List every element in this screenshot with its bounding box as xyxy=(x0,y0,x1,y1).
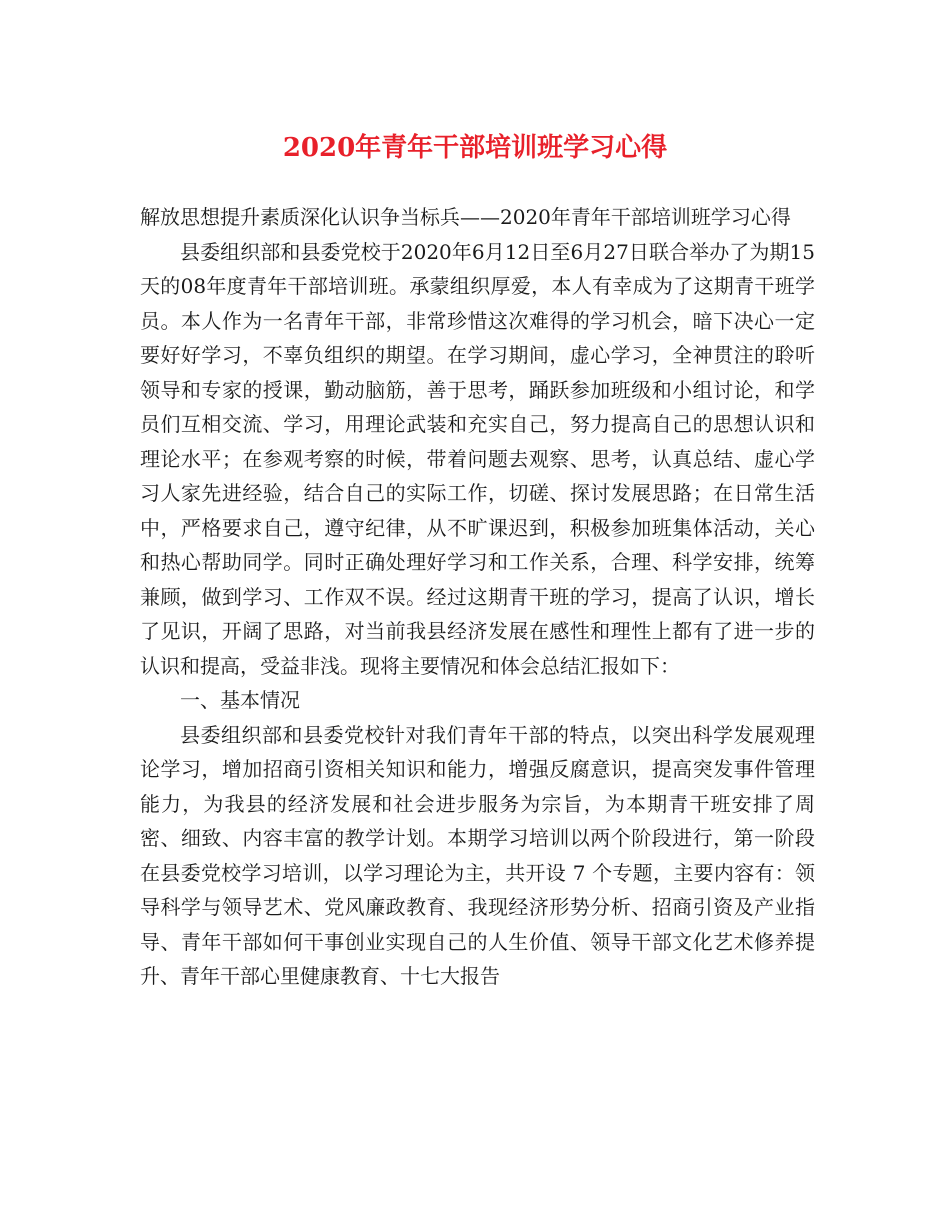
document-title: 2020年青年干部培训班学习心得 xyxy=(282,133,668,163)
document-subtitle: 解放思想提升素质深化认识争当标兵——2020年青年干部培训班学习心得 xyxy=(140,205,791,229)
paragraph-basic-situation: 县委组织部和县委党校针对我们青年干部的特点，以突出科学发展观理论学习，增加招商引资相关知识和能力，增强反腐意识，提高突发事件管理能力，为我县的经济发展和社会进步服务为宗旨，为本期青干班安排了周密、细致、内容丰富的教学计划。本期学习培训以两个阶段进行，第一阶段在县委党校学习培训，以学习理论为主，共开设 7 个专题，主要内容有：领导科学与领导艺术、党风廉政教育、我现经济形势分析、招商引资及产业指导、青年干部如何干事创业实现自己的人生价值、领导干部文化艺术修养提升、青年干部心里健康教育、十七大报告 xyxy=(140,722,815,988)
section-heading-basic-situation: 一、基本情况 xyxy=(180,688,300,712)
document-body xyxy=(140,200,815,994)
paragraph-intro: 县委组织部和县委党校于2020年6月12日至6月27日联合举办了为期15天的08年度青年干部培训班。承蒙组织厚爱，本人有幸成为了这期青干班学员。本人作为一名青年干部，非常珍惜这次难得的学习机会，暗下决心一定要好好学习，不辜负组织的期望。在学习期间，虚心学习，全神贯注的聆听领导和专家的授课，勤动脑筋，善于思考，踊跃参加班级和小组讨论，和学员们互相交流、学习，用理论武装和充实自己，努力提高自己的思想认识和理论水平；在参观考察的时候，带着问题去观察、思考，认真总结、虚心学习人家先进经验，结合自己的实际工作，切磋、探讨发展思路；在日常生活中，严格要求自己，遵守纪律，从不旷课迟到，积极参加班集体活动，关心和热心帮助同学。同时正确处理好学习和工作关系，合理、科学安排，统筹兼顾，做到学习、工作双不误。经过这期青干班的学习，提高了认识，增长了见识，开阔了思路，对当前我县经济发展在感性和理性上都有了进一步的认识和提高，受益非浅。现将主要情况和体会总结汇报如下： xyxy=(140,239,815,678)
